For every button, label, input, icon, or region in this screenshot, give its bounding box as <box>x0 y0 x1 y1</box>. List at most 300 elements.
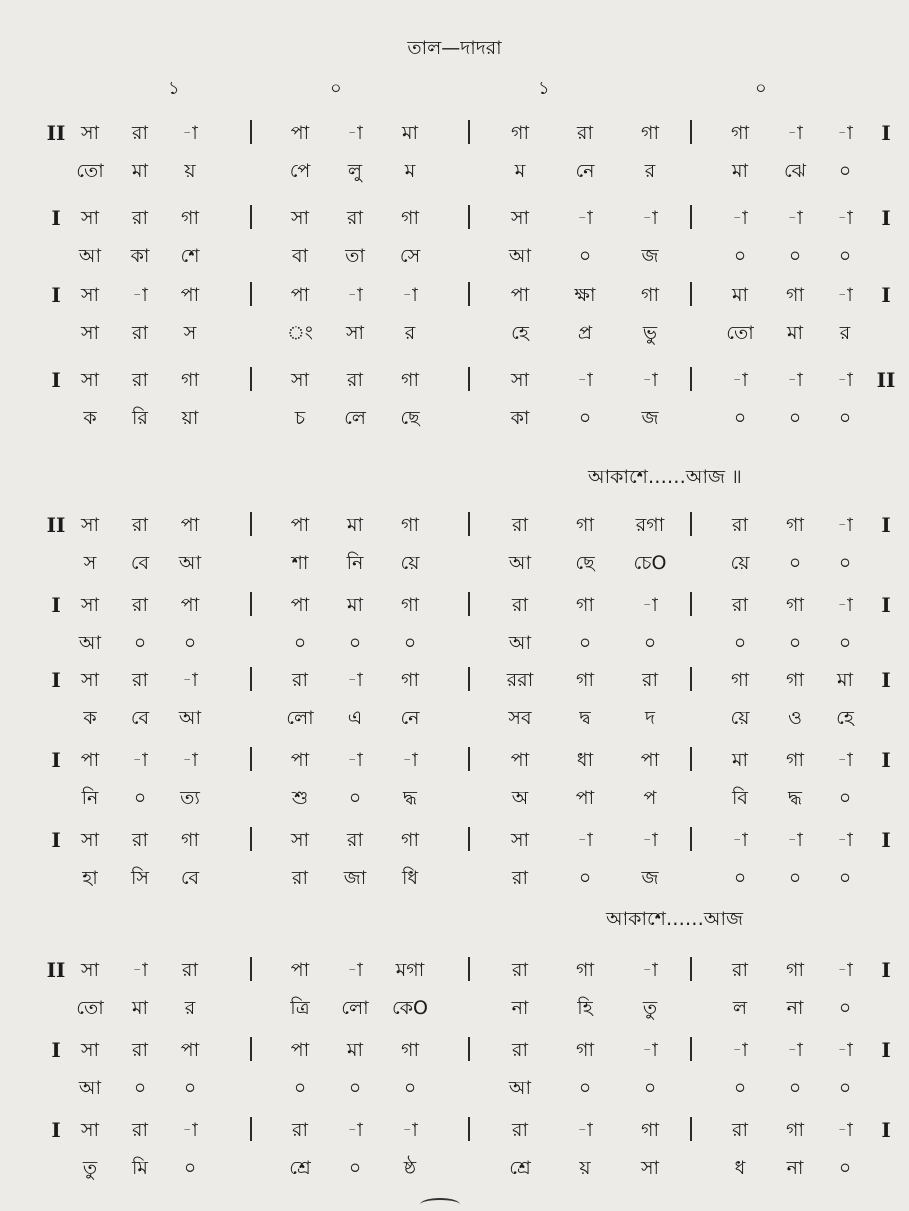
swara-note: সা <box>80 369 100 391</box>
lyric-syllable: য়ে <box>730 552 750 574</box>
vibhag-divider <box>468 827 470 851</box>
beat-marker: ১ <box>538 78 550 99</box>
lyric-syllable: না <box>786 997 804 1019</box>
swara-note: পা <box>640 749 660 771</box>
end-bar-marker: I <box>881 283 891 307</box>
lyric-syllable: ভু <box>642 322 658 344</box>
swara-note: গা <box>576 594 594 616</box>
swaralipi-row <box>0 280 909 314</box>
swara-note: পা <box>180 284 200 306</box>
lyric-syllable: শু <box>291 787 309 809</box>
swara-note: সা <box>290 207 310 229</box>
swara-note: পা <box>290 514 310 536</box>
swara-note: রা <box>132 207 148 229</box>
lyric-syllable: আ <box>78 245 102 267</box>
start-bar-marker: I <box>51 1118 61 1142</box>
lyric-syllable: ০ <box>788 245 802 267</box>
swara-note: -া <box>132 959 148 981</box>
lyric-row <box>0 863 909 897</box>
lyric-syllable: তা <box>345 245 365 267</box>
end-bar-marker: I <box>881 1038 891 1062</box>
lyric-syllable: হে <box>836 707 854 729</box>
lyric-syllable: সা <box>345 322 365 344</box>
swara-note: গা <box>786 1119 804 1141</box>
swara-note: -া <box>787 122 803 144</box>
lyric-syllable: ত্রি <box>290 997 310 1019</box>
swara-note: -া <box>642 1039 658 1061</box>
lyric-syllable: ০ <box>133 1077 147 1099</box>
start-bar-marker: I <box>51 593 61 617</box>
swara-note: -া <box>347 284 363 306</box>
lyric-syllable: ও <box>788 707 802 729</box>
swara-note: ধা <box>576 749 594 771</box>
lyric-syllable: ০ <box>788 632 802 654</box>
swara-note: রা <box>132 1119 148 1141</box>
swara-note: রা <box>347 207 363 229</box>
swara-note: -া <box>787 829 803 851</box>
start-bar-marker: I <box>51 283 61 307</box>
swara-note: পা <box>510 284 530 306</box>
vibhag-divider <box>250 667 252 691</box>
swara-note: মা <box>836 669 854 691</box>
start-bar-marker: I <box>51 1038 61 1062</box>
swara-note: -া <box>732 1039 748 1061</box>
swara-note: -া <box>642 594 658 616</box>
swara-note: -া <box>787 1039 803 1061</box>
lyric-syllable: আ <box>508 1077 532 1099</box>
vibhag-divider <box>250 512 252 536</box>
lyric-syllable: ষ্ঠ <box>403 1157 417 1179</box>
lyric-syllable: প্র <box>577 322 593 344</box>
swaralipi-row <box>0 365 909 399</box>
lyric-syllable: র <box>644 160 656 182</box>
swara-note: সা <box>80 959 100 981</box>
lyric-syllable: য় <box>184 160 196 182</box>
swara-note: রা <box>347 829 363 851</box>
beat-marker: ১ <box>168 78 180 99</box>
swaralipi-row <box>0 590 909 624</box>
vibhag-divider <box>250 120 252 144</box>
swara-note: গা <box>786 669 804 691</box>
lyric-syllable: ০ <box>578 867 592 889</box>
start-bar-marker: I <box>51 368 61 392</box>
swara-note: গা <box>641 1119 659 1141</box>
lyric-syllable: বে <box>130 707 150 729</box>
end-bar-marker: I <box>881 668 891 692</box>
lyric-syllable: দ্ধ <box>403 787 417 809</box>
lyric-syllable: ০ <box>838 787 852 809</box>
swara-note: সা <box>510 829 530 851</box>
lyric-syllable: তো <box>726 322 754 344</box>
lyric-syllable: বি <box>731 787 749 809</box>
swara-note: -া <box>642 829 658 851</box>
lyric-syllable: বা <box>291 245 309 267</box>
lyric-syllable: রা <box>132 322 148 344</box>
swara-note: রা <box>132 829 148 851</box>
swara-note: সা <box>80 514 100 536</box>
lyric-syllable: য়া <box>181 407 199 429</box>
swara-note: গা <box>401 669 419 691</box>
vibhag-divider <box>468 1117 470 1141</box>
swara-note: গা <box>401 207 419 229</box>
lyric-syllable: মি <box>132 1157 148 1179</box>
lyric-syllable: ম <box>514 160 526 182</box>
lyric-syllable: ০ <box>183 1157 197 1179</box>
vibhag-divider <box>690 827 692 851</box>
lyric-syllable: ০ <box>578 407 592 429</box>
swara-note: রা <box>642 669 658 691</box>
swara-note: গা <box>786 959 804 981</box>
swara-note: সা <box>290 369 310 391</box>
swara-note: -া <box>577 1119 593 1141</box>
vibhag-divider <box>690 1037 692 1061</box>
swara-note: -া <box>182 749 198 771</box>
start-bar-marker: I <box>51 206 61 230</box>
swaralipi-row <box>0 203 909 237</box>
lyric-syllable: শ্রে <box>289 1157 311 1179</box>
vibhag-divider <box>250 1117 252 1141</box>
swara-note: পা <box>290 1039 310 1061</box>
swara-note: -া <box>732 207 748 229</box>
swara-note: -া <box>837 1039 853 1061</box>
lyric-syllable: সব <box>508 707 532 729</box>
swara-note: -া <box>132 749 148 771</box>
start-bar-marker: II <box>46 958 66 982</box>
lyric-syllable: ছে <box>400 407 420 429</box>
swara-note: রা <box>512 594 528 616</box>
lyric-syllable: ০ <box>733 632 747 654</box>
swara-note: সা <box>510 369 530 391</box>
lyric-syllable: ০ <box>133 632 147 654</box>
lyric-syllable: নে <box>400 707 420 729</box>
swara-note: ক্ষা <box>574 284 596 306</box>
swara-note: গা <box>576 669 594 691</box>
swara-note: গা <box>401 829 419 851</box>
swara-note: -া <box>182 669 198 691</box>
end-bar-marker: I <box>881 593 891 617</box>
lyric-syllable: ০ <box>838 1157 852 1179</box>
lyric-syllable: ০ <box>348 1077 362 1099</box>
lyric-syllable: ০ <box>183 1077 197 1099</box>
lyric-syllable: নি <box>346 552 364 574</box>
lyric-syllable: জ <box>641 867 659 889</box>
vibhag-divider <box>250 747 252 771</box>
swara-note: মা <box>346 594 364 616</box>
swara-note: পা <box>180 594 200 616</box>
swara-note: -া <box>837 122 853 144</box>
vibhag-divider <box>690 205 692 229</box>
swara-note: গা <box>401 369 419 391</box>
lyric-syllable: ০ <box>183 632 197 654</box>
lyric-syllable: সা <box>80 322 100 344</box>
swara-note: -া <box>837 207 853 229</box>
swara-note: রা <box>512 1119 528 1141</box>
lyric-syllable: ০ <box>348 1157 362 1179</box>
swara-note: -া <box>577 207 593 229</box>
vibhag-divider <box>690 367 692 391</box>
lyric-syllable: ০ <box>838 160 852 182</box>
vibhag-divider <box>250 1037 252 1061</box>
vibhag-divider <box>468 592 470 616</box>
swara-note: -া <box>837 594 853 616</box>
lyric-syllable: সে <box>399 245 421 267</box>
lyric-syllable: পা <box>575 787 595 809</box>
swara-note: -া <box>787 369 803 391</box>
vibhag-divider <box>690 282 692 306</box>
start-bar-marker: I <box>51 828 61 852</box>
lyric-syllable: য়ে <box>730 707 750 729</box>
vibhag-divider <box>468 667 470 691</box>
lyric-syllable: স <box>183 322 197 344</box>
swara-note: রা <box>292 669 308 691</box>
vibhag-divider <box>468 205 470 229</box>
swaralipi-row <box>0 1115 909 1149</box>
lyric-syllable: এ <box>347 707 363 729</box>
lyric-syllable: দ্ব <box>579 707 591 729</box>
swara-note: -া <box>577 829 593 851</box>
vibhag-divider <box>468 282 470 306</box>
swara-note: -া <box>347 669 363 691</box>
lyric-syllable: সি <box>131 867 149 889</box>
lyric-syllable: রি <box>132 407 148 429</box>
end-bar-marker: I <box>881 958 891 982</box>
swara-note: গা <box>181 369 199 391</box>
vibhag-divider <box>468 367 470 391</box>
end-bar-marker: I <box>881 1118 891 1142</box>
swara-note: সা <box>80 1039 100 1061</box>
swara-note: গা <box>511 122 529 144</box>
lyric-syllable: আ <box>508 245 532 267</box>
swara-note: রা <box>132 122 148 144</box>
lyric-syllable: ০ <box>643 632 657 654</box>
swara-note: -া <box>642 207 658 229</box>
lyric-syllable: আ <box>78 632 102 654</box>
lyric-syllable: না <box>511 997 529 1019</box>
lyric-syllable: জ <box>641 245 659 267</box>
swara-note: -া <box>837 959 853 981</box>
swara-note: গা <box>786 594 804 616</box>
vibhag-divider <box>468 120 470 144</box>
lyric-syllable: তু <box>82 1157 98 1179</box>
vibhag-divider <box>468 512 470 536</box>
vibhag-divider <box>690 747 692 771</box>
swara-note: -া <box>837 829 853 851</box>
lyric-syllable: পে <box>289 160 311 182</box>
swaralipi-row <box>0 825 909 859</box>
swara-note: -া <box>182 122 198 144</box>
lyric-syllable: দ <box>645 707 655 729</box>
swara-note: পা <box>510 749 530 771</box>
lyric-syllable: য়ে <box>400 552 420 574</box>
swaralipi-row <box>0 665 909 699</box>
swara-note: মা <box>401 122 419 144</box>
swara-note: -া <box>837 749 853 771</box>
lyric-syllable: ০ <box>403 1077 417 1099</box>
lyric-syllable: ঝে <box>783 160 807 182</box>
end-bar-marker: II <box>876 368 896 392</box>
swara-note: রা <box>182 959 198 981</box>
lyric-syllable: ০ <box>348 787 362 809</box>
lyric-syllable: ০ <box>733 407 747 429</box>
swara-note: রা <box>132 1039 148 1061</box>
swara-note: -া <box>837 1119 853 1141</box>
lyric-syllable: তো <box>76 160 104 182</box>
lyric-syllable: মা <box>786 322 804 344</box>
lyric-syllable: লু <box>347 160 363 182</box>
swara-note: গা <box>786 284 804 306</box>
lyric-syllable: প <box>643 787 657 809</box>
swara-note: রা <box>347 369 363 391</box>
swara-note: গা <box>786 749 804 771</box>
lyric-syllable: স <box>83 552 97 574</box>
swara-note: -া <box>402 1119 418 1141</box>
swara-note: মা <box>346 514 364 536</box>
swaralipi-row <box>0 955 909 989</box>
lyric-syllable: ০ <box>578 1077 592 1099</box>
end-bar-marker: I <box>881 513 891 537</box>
swara-note: সা <box>290 829 310 851</box>
swara-note: গা <box>641 122 659 144</box>
lyric-syllable: র <box>184 997 196 1019</box>
lyric-syllable: চেO <box>633 552 667 574</box>
lyric-syllable: আ <box>78 1077 102 1099</box>
lyric-row <box>0 241 909 275</box>
swara-note: পা <box>290 594 310 616</box>
swara-note: সা <box>80 207 100 229</box>
swara-note: পা <box>290 122 310 144</box>
swara-note: গা <box>576 959 594 981</box>
swara-note: রা <box>732 959 748 981</box>
lyric-syllable: শে <box>180 245 200 267</box>
lyric-syllable: আ <box>178 707 202 729</box>
tala-title: তাল—দাদরা <box>407 37 502 59</box>
swara-note: -া <box>732 829 748 851</box>
swaralipi-row <box>0 510 909 544</box>
lyric-syllable: ০ <box>788 867 802 889</box>
swara-note: গা <box>641 284 659 306</box>
swara-note: -া <box>347 122 363 144</box>
lyric-syllable: ০ <box>838 407 852 429</box>
swara-note: গা <box>731 669 749 691</box>
lyric-syllable: না <box>786 1157 804 1179</box>
swara-note: রা <box>732 514 748 536</box>
swaralipi-row <box>0 118 909 152</box>
lyric-syllable: আ <box>508 552 532 574</box>
lyric-syllable: ম <box>404 160 416 182</box>
swara-note: রা <box>732 594 748 616</box>
lyric-syllable: ক <box>83 407 97 429</box>
swara-note: সা <box>80 669 100 691</box>
swara-note: রা <box>132 594 148 616</box>
start-bar-marker: I <box>51 668 61 692</box>
swara-note: রা <box>512 1039 528 1061</box>
vibhag-divider <box>690 1117 692 1141</box>
end-bar-marker: I <box>881 748 891 772</box>
lyric-syllable: হে <box>511 322 529 344</box>
lyric-syllable: অ <box>511 787 529 809</box>
lyric-syllable: ং <box>287 322 313 344</box>
lyric-syllable: মা <box>131 160 149 182</box>
swara-note: রা <box>132 669 148 691</box>
lyric-syllable: ধি <box>401 867 419 889</box>
swara-note: রা <box>132 369 148 391</box>
end-bar-marker: I <box>881 828 891 852</box>
lyric-syllable: ০ <box>578 245 592 267</box>
beat-marker: ০ <box>755 78 767 99</box>
lyric-syllable: ০ <box>838 245 852 267</box>
lyric-syllable: ল <box>732 997 748 1019</box>
lyric-syllable: ০ <box>733 867 747 889</box>
vibhag-divider <box>690 957 692 981</box>
vibhag-divider <box>468 747 470 771</box>
lyric-syllable: ০ <box>838 1077 852 1099</box>
swara-note: গা <box>401 594 419 616</box>
swara-note: -া <box>642 959 658 981</box>
swara-note: রা <box>512 514 528 536</box>
vibhag-divider <box>468 957 470 981</box>
lyric-syllable: তু <box>642 997 658 1019</box>
swara-note: -া <box>347 749 363 771</box>
swara-note: পা <box>180 514 200 536</box>
swara-note: -া <box>182 1119 198 1141</box>
swara-note: গা <box>401 1039 419 1061</box>
end-bar-marker: I <box>881 206 891 230</box>
swara-note: গা <box>181 207 199 229</box>
lyric-syllable: ০ <box>838 997 852 1019</box>
lyric-syllable: বে <box>180 867 200 889</box>
swara-note: মা <box>731 749 749 771</box>
swara-note: সা <box>80 1119 100 1141</box>
swara-note: -া <box>402 749 418 771</box>
lyric-syllable: নি <box>81 787 99 809</box>
lyric-row <box>0 783 909 817</box>
lyric-row <box>0 548 909 582</box>
lyric-syllable: জ <box>641 407 659 429</box>
start-bar-marker: II <box>46 121 66 145</box>
lyric-syllable: ক <box>83 707 97 729</box>
lyric-syllable: ০ <box>838 632 852 654</box>
lyric-row <box>0 703 909 737</box>
lyric-syllable: ০ <box>788 407 802 429</box>
lyric-syllable: তো <box>76 997 104 1019</box>
swara-note: রা <box>512 959 528 981</box>
lyric-syllable: দ্ধ <box>788 787 802 809</box>
page-fragment <box>420 1198 460 1211</box>
swara-note: -া <box>577 369 593 391</box>
lyric-syllable: ০ <box>788 1077 802 1099</box>
lyric-row <box>0 993 909 1027</box>
swara-note: -া <box>132 284 148 306</box>
swara-note: রা <box>577 122 593 144</box>
swara-note: সা <box>510 207 530 229</box>
vibhag-divider <box>690 120 692 144</box>
lyric-syllable: য় <box>579 1157 591 1179</box>
lyric-syllable: র <box>404 322 416 344</box>
lyric-syllable: মা <box>731 160 749 182</box>
vibhag-divider <box>250 367 252 391</box>
swara-note: সা <box>80 284 100 306</box>
swara-note: পা <box>80 749 100 771</box>
lyric-syllable: ০ <box>348 632 362 654</box>
swara-note: ররা <box>506 669 534 691</box>
lyric-row <box>0 403 909 437</box>
lyric-row <box>0 156 909 190</box>
lyric-syllable: ০ <box>403 632 417 654</box>
swara-note: সা <box>80 122 100 144</box>
swara-note: গা <box>401 514 419 536</box>
lyric-syllable: জা <box>343 867 367 889</box>
lyric-syllable: রা <box>292 867 308 889</box>
